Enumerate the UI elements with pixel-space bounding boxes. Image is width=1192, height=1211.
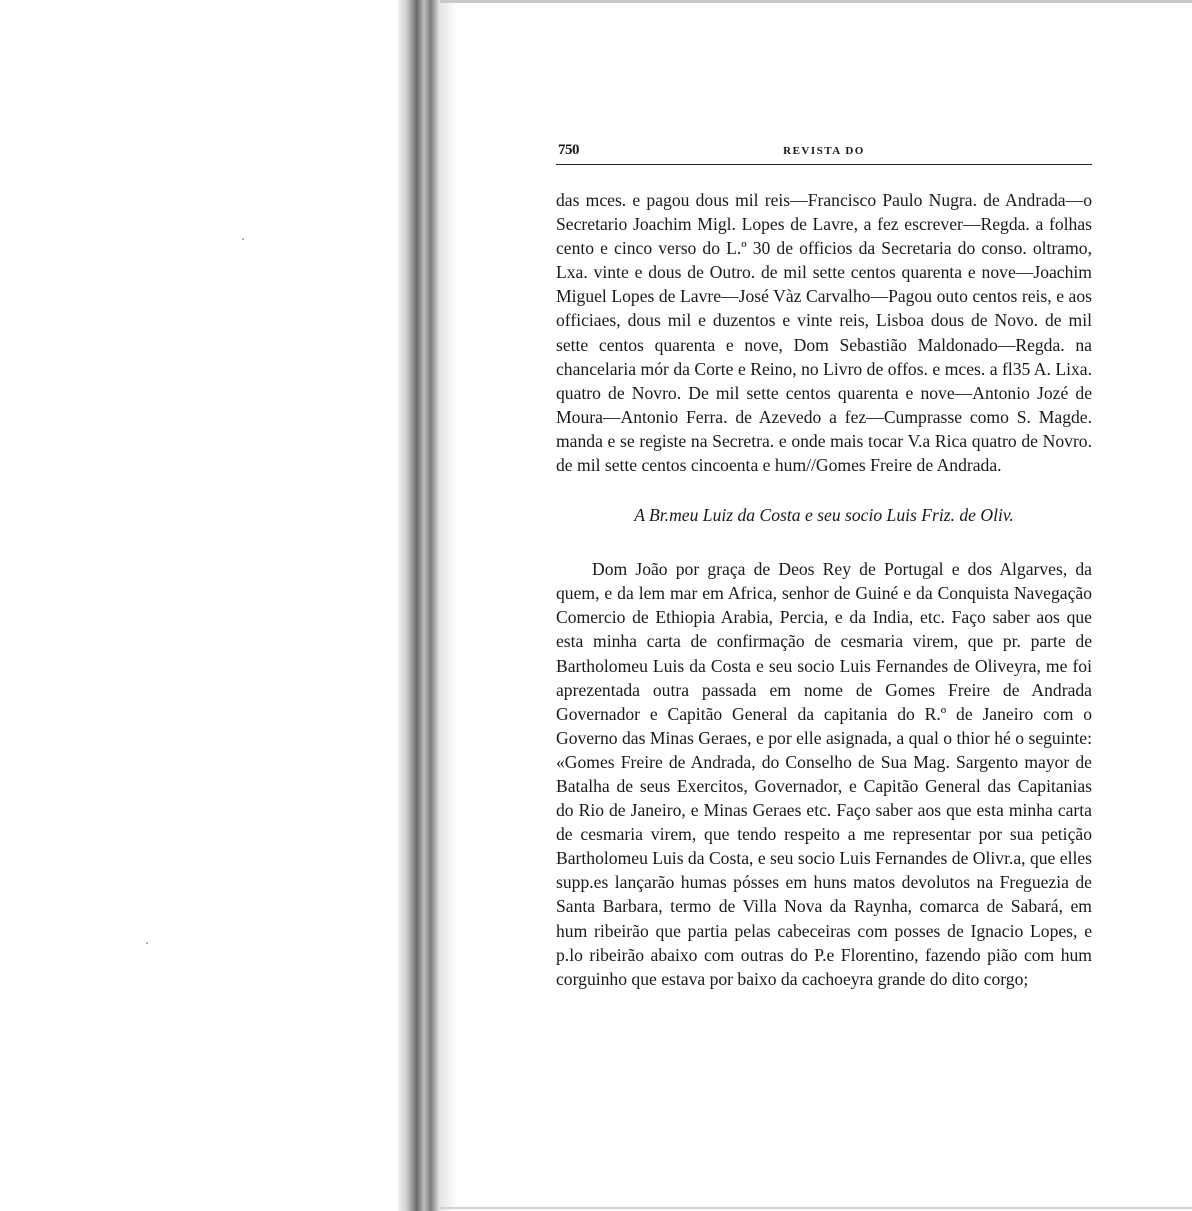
paragraph-1: das mces. e pagou dous mil reis—Francisco Paulo Nugra. de Andrada—o Secretario Joachim Migl. Lopes de Lavre, a fez escrever—Regda. a folhas cento e cinco verso do L.º 30 de officios da Secretaria do conso. oltramo, Lxa. vinte e dous de Outro. de mil sette centos quarenta e nove—Joachim Miguel Lopes de Lavre—José Vàz Carvalho—Pagou outo centos reis, e aos officiaes, dous mil e duzentos e vinte reis, Lisboa dous de Novo. de mil sette centos quarenta e nove, Dom Sebastião Maldonado—Regda. na chancelaria mór da Corte e Reino, no Livro de offos. e mces. a fl35 A. Lixa. quatro de Novro. De mil sette centos quarenta e nove—Antonio Jozé de Moura—Antonio Ferra. de Azevedo a fez—Cumprasse como S. Magde. manda e se registe na Secretra. e onde mais tocar V.a Rica quatro de Novro. de mil sette centos cincoenta e hum//Gomes Freire de Andrada.: [556, 190, 1092, 476]
page-number: 750: [558, 142, 579, 158]
book-page: [556, 140, 1092, 991]
gutter-shadow: [440, 0, 458, 1211]
page-top-edge: [440, 0, 1192, 3]
scan-speck: [146, 942, 148, 944]
page-header: [556, 140, 1092, 165]
page-bottom-edge: [440, 1207, 1192, 1209]
running-head: REVISTA DO: [783, 145, 865, 157]
scan-speck: [242, 238, 244, 240]
section-heading: A Br.meu Luiz da Costa e seu socio Luis Friz. de Oliv.: [634, 505, 1014, 526]
book-binding-gutter: [398, 0, 440, 1211]
paragraph-2: Dom João por graça de Deos Rey de Portugal e dos Algarves, da quem, e da lem mar em Africa, senhor de Guiné e da Conquista Navegação Comercio de Ethiopia Arabia, Percia, e da India, etc. Faço saber aos que esta minha carta de confirmação de cesmaria virem, que pr. parte de Bartholomeu Luis da Costa e seu socio Luis Fernandes de Oliveyra, me foi aprezentada outra passada em nome de Gomes Freire de Andrada Governador e Capitão General da capitania do R.º de Janeiro com o Governo das Minas Geraes, e por elle asignada, a qual o thior hé o seguinte: «Gomes Freire de Andrada, do Conselho de Sua Mag. Sargento mayor de Batalha de seus Exercitos, Governador, e Capitão General das Capitanias do Rio de Janeiro, e Minas Geraes etc. Faço saber aos que esta minha carta de cesmaria virem, que tendo respeito a me representar por sua petição Bartholomeu Luis da Costa, e seu socio Luis Fernandes de Olivr.a, que elles supp.es lançarão humas pósses em huns matos devolutos na Freguezia de Santa Barbara, termo de Villa Nova da Raynha, comarca de Sabará, em hum ribeirão que partia pelas cabeceiras com posses de Ignacio Lopes, e p.lo ribeirão abaixo com outras do P.e Florentino, fazendo pião com hum corguinho que estava por baixo da cachoeyra grande do dito corgo;: [556, 559, 1093, 989]
